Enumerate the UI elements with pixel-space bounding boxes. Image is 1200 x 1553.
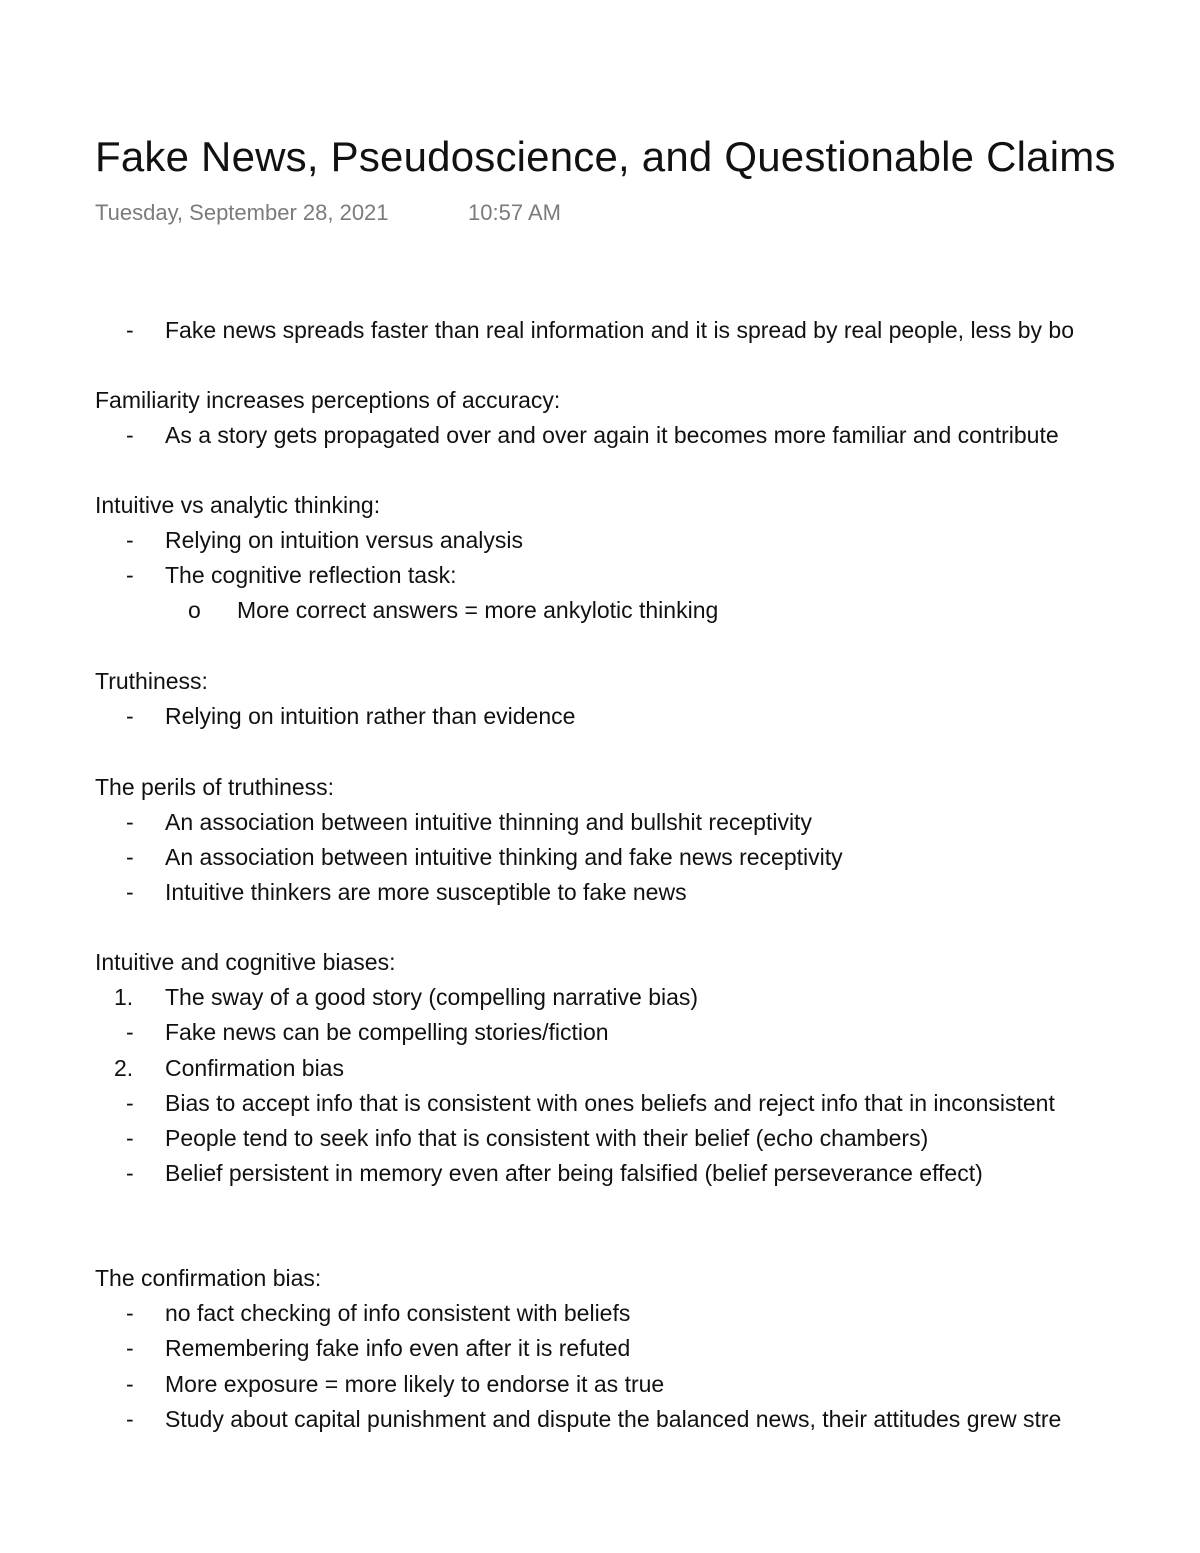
list-item: Remembering fake info even after it is refuted (165, 1335, 631, 1361)
list-item: Relying on intuition versus analysis (165, 527, 523, 553)
list-item: Relying on intuition rather than evidence (165, 703, 576, 729)
section-heading: The perils of truthiness: (95, 774, 335, 800)
note-time: 10:57 AM (468, 200, 561, 225)
bullet-icon: - (126, 527, 134, 553)
list-item: Fake news spreads faster than real information and it is spread by real people, less by bo (165, 317, 1074, 343)
bullet-icon: - (126, 809, 134, 835)
bullet-icon: - (126, 562, 134, 588)
list-item: As a story gets propagated over and over again it becomes more familiar and contribute (165, 422, 1059, 448)
numbered-item: The sway of a good story (compelling narrative bias) (165, 984, 699, 1010)
list-item: Intuitive thinkers are more susceptible to fake news (165, 879, 687, 905)
section-heading: Truthiness: (95, 668, 208, 694)
bullet-icon: - (126, 317, 134, 343)
bullet-icon: - (126, 422, 134, 448)
bullet-icon: - (126, 1406, 134, 1432)
list-item: Fake news can be compelling stories/fiction (165, 1019, 609, 1045)
numbered-item: Confirmation bias (165, 1055, 344, 1081)
list-item: More exposure = more likely to endorse it as true (165, 1371, 665, 1397)
note-date: Tuesday, September 28, 2021 (95, 200, 389, 225)
section-heading: Intuitive and cognitive biases: (95, 949, 396, 975)
section-heading: The confirmation bias: (95, 1265, 322, 1291)
list-item: An association between intuitive thinking and fake news receptivity (165, 844, 843, 870)
bullet-icon: - (126, 1371, 134, 1397)
bullet-icon: - (126, 844, 134, 870)
section-heading: Intuitive vs analytic thinking: (95, 492, 381, 518)
sub-list-item: More correct answers = more ankylotic thinking (237, 597, 719, 623)
bullet-icon: - (126, 1019, 134, 1045)
bullet-icon: - (126, 703, 134, 729)
list-number: 2. (114, 1055, 134, 1081)
list-item: Belief persistent in memory even after being falsified (belief perseverance effect) (165, 1160, 983, 1186)
list-item: no fact checking of info consistent with beliefs (165, 1300, 631, 1326)
bullet-icon: - (126, 1160, 134, 1186)
list-item: The cognitive reflection task: (165, 562, 457, 588)
bullet-icon: - (126, 1300, 134, 1326)
list-item: People tend to seek info that is consistent with their belief (echo chambers) (165, 1125, 929, 1151)
bullet-icon: - (126, 879, 134, 905)
circle-bullet-icon: o (188, 597, 201, 623)
page-title: Fake News, Pseudoscience, and Questionable Claims (95, 133, 1116, 180)
bullet-icon: - (126, 1090, 134, 1116)
list-number: 1. (114, 984, 134, 1010)
bullet-icon: - (126, 1335, 134, 1361)
bullet-icon: - (126, 1125, 134, 1151)
list-item: Bias to accept info that is consistent with ones beliefs and reject info that in inconsistent (165, 1090, 1055, 1116)
section-heading: Familiarity increases perceptions of accuracy: (95, 387, 561, 413)
list-item: An association between intuitive thinning and bullshit receptivity (165, 809, 812, 835)
list-item: Study about capital punishment and dispute the balanced news, their attitudes grew stre (165, 1406, 1062, 1432)
